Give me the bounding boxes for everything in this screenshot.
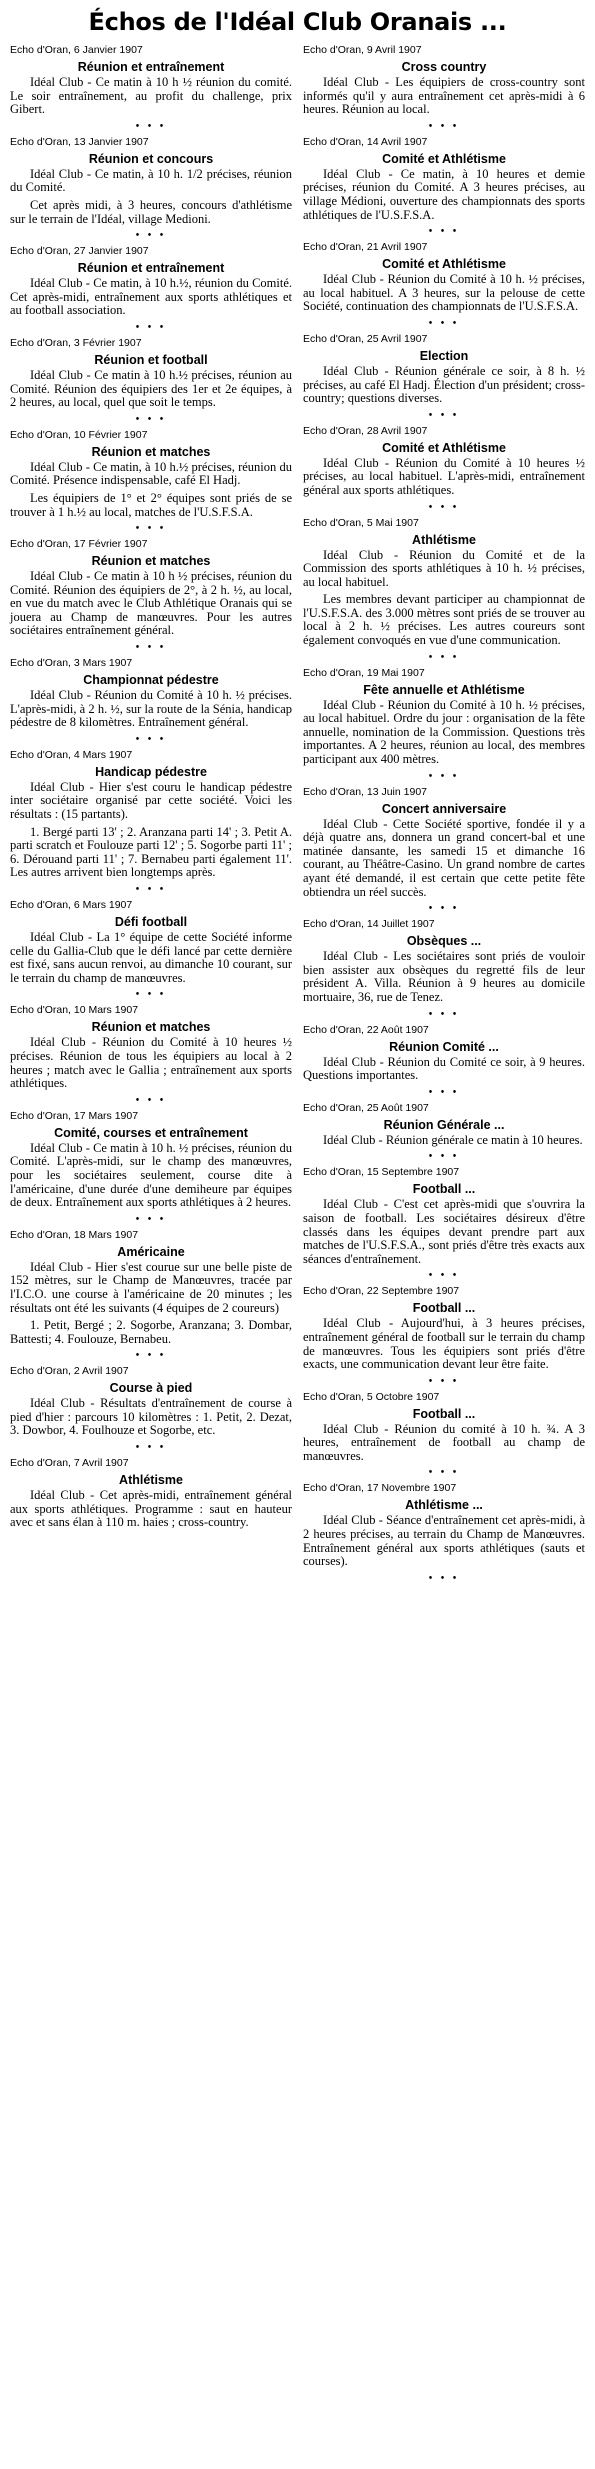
article-heading: Réunion Générale ... xyxy=(383,1117,505,1132)
article-paragraph: Idéal Club - Ce matin à 10 h. ½ précises, réunion du Comité. L'après-midi, sur le champ des manœuvres, pour les sociétaires seulement, course dite à l'américaine, d'une durée d'une demiheure par équipes de deux. Entraînement aux sports athlétiques à 2 heures. xyxy=(10,1140,292,1210)
article-heading: Athlétisme ... xyxy=(405,1498,483,1513)
article-heading: Obsèques ... xyxy=(406,934,482,949)
article-paragraph: Idéal Club - Cette Société sportive, fondée il y a déjà quatre ans, donnera un grand concert-bal et une matinée dansante, les samedi 15 et dimanche 16 courant, au Théâtre-Casino. Un grand nombre de cartes ayant été demandé, il est certain que cette petite fête obtiendra un réel succès. xyxy=(303,816,585,899)
article-heading: Football ... xyxy=(412,1182,476,1197)
article-paragraph: Idéal Club - C'est cet après-midi que s'ouvrira la saison de football. Les sociétaires désireux d'être classés dans les équipes devant prendre part aux matches de l'U.S.F.S.A., sont priés d'être très exacts aux séances d'entraînement. xyxy=(303,1197,585,1266)
article-entry xyxy=(10,899,292,1001)
section-separator: • • • xyxy=(135,1350,167,1362)
article-heading: Réunion et entraînement xyxy=(77,60,225,74)
article-paragraph: Idéal Club - Résultats d'entraînement de course à pied d'hier : parcours 10 kilomètres : 1. Petit, 2. Dezat, 3. Dowbor, 4. Foulhouze et Sogorbe, etc. xyxy=(10,1396,292,1438)
article-entry xyxy=(303,517,585,664)
article-paragraph: Les équipiers de 1° et 2° équipes sont priés de se trouver à 1 h.½ au local, matches de l'U.S.F.S.A. xyxy=(10,490,292,519)
section-separator: • • • xyxy=(428,409,460,421)
article-paragraph: Idéal Club - Réunion du Comité à 10 h. ½ précises, au local habituel. A 3 heures, sur la pelouse de cette Société, continuation des championnats de l'U.S.F.S.A. xyxy=(303,272,585,314)
section-separator: • • • xyxy=(428,770,460,782)
article-paragraph: Idéal Club - Ce matin, à 10 h. 1/2 précises, réunion du Comité. xyxy=(10,166,292,195)
section-separator: • • • xyxy=(135,1442,167,1454)
article-heading: Athlétisme xyxy=(119,1473,183,1488)
article-paragraph: Idéal Club - Réunion générale ce soir, à 8 h. ½ précises, au café El Hadj. Élection d'un président; cross-country; questions diverses. xyxy=(303,363,585,406)
section-separator: • • • xyxy=(428,501,460,513)
section-separator: • • • xyxy=(428,317,460,329)
article-entry xyxy=(303,667,585,783)
article-date: Echo d'Oran, 14 Avril 1907 xyxy=(303,135,428,148)
article-date: Echo d'Oran, 13 Juin 1907 xyxy=(303,785,428,798)
article-paragraph: 1. Bergé parti 13' ; 2. Aranzana parti 14' ; 3. Petit A. parti scratch et Foulouze parti 12' ; 5. Sogorbe parti 11' ; 6. Dérouand parti 11' ; 7. Bernabeu parti également 11'. Les autres arrivent bien longtemps après. xyxy=(10,824,292,880)
article-date: Echo d'Oran, 25 Avril 1907 xyxy=(303,332,428,345)
column-left xyxy=(10,42,292,1588)
article-heading: Fête annuelle et Athlétisme xyxy=(363,682,525,697)
article-heading: Comité et Athlétisme xyxy=(382,151,506,166)
article-entry xyxy=(303,1166,585,1282)
section-separator: • • • xyxy=(135,1094,167,1106)
article-paragraph: Idéal Club - Réunion générale ce matin à 10 heures. xyxy=(323,1132,583,1147)
article-date: Echo d'Oran, 13 Janvier 1907 xyxy=(10,135,149,148)
article-heading: Défi football xyxy=(114,915,188,929)
article-date: Echo d'Oran, 22 Août 1907 xyxy=(303,1023,429,1036)
article-entry xyxy=(10,538,292,654)
columns xyxy=(10,42,585,1588)
article-date: Echo d'Oran, 3 Mars 1907 xyxy=(10,657,133,670)
article-date: Echo d'Oran, 22 Septembre 1907 xyxy=(303,1285,460,1298)
section-separator: • • • xyxy=(428,1572,460,1584)
section-separator: • • • xyxy=(135,884,167,895)
section-separator: • • • xyxy=(135,120,167,132)
article-entry xyxy=(303,241,585,330)
section-separator: • • • xyxy=(135,413,167,425)
article-entry xyxy=(303,1024,585,1099)
article-entry xyxy=(303,425,585,514)
article-entry xyxy=(10,1110,292,1226)
article-date: Echo d'Oran, 7 Avril 1907 xyxy=(10,1457,129,1470)
article-paragraph: Idéal Club - Réunion du Comité ce soir, à 9 heures. Questions importantes. xyxy=(303,1054,585,1083)
article-entry xyxy=(10,245,292,334)
article-entry xyxy=(303,1391,585,1480)
article-heading: Réunion et concours xyxy=(88,151,214,166)
section-separator: • • • xyxy=(135,321,167,333)
article-paragraph: Les membres devant participer au championnat de l'U.S.F.S.A. des 3.000 mètres sont priés de se trouver au local à 2 h. ½ précises. Les autres coureurs sont également convoqués en vue d'une communication. xyxy=(303,592,585,648)
article-entry xyxy=(303,918,585,1020)
article-date: Echo d'Oran, 4 Mars 1907 xyxy=(10,748,133,761)
article-date: Echo d'Oran, 21 Avril 1907 xyxy=(303,241,428,254)
article-date: Echo d'Oran, 25 Août 1907 xyxy=(303,1101,429,1114)
article-heading: Course à pied xyxy=(109,1381,193,1396)
article-paragraph: Idéal Club - Les sociétaires sont priés de vouloir bien assister aux obsèques du regretté fils de leur président A. Villa. Réunion à 9 heures au domicile mortuaire, 36, rue de Tenez. xyxy=(303,949,585,1004)
article-paragraph: Idéal Club - Réunion du Comité à 10 heures ½ précises, au local habituel. L'après-midi, entraînement général aux sports athlétiques. xyxy=(303,455,585,497)
article-paragraph: Idéal Club - Séance d'entraînement cet après-midi, à 2 heures précises, au terrain du Champ de Manœuvres. Entraînement général aux sports athlétiques (sauts et courses). xyxy=(303,1513,585,1569)
article-paragraph: Idéal Club - Réunion du Comité à 10 h. ½ précises. L'après-midi, à 2 h. ½, sur la route de la Sénia, handicap pédestre de 8 kilomètres. Entraînement général. xyxy=(10,688,292,730)
article-entry xyxy=(303,1102,585,1164)
article-paragraph: Idéal Club - Hier s'est courue sur une belle piste de 152 mètres, sur le Champ de Manœuvres, tracée par l'I.C.O. une course à l'américaine de 20 minutes ; les résultats ont été les suivants (4 équipes de 2 coureurs) xyxy=(10,1259,292,1315)
section-separator: • • • xyxy=(428,1467,460,1479)
article-date: Echo d'Oran, 10 Mars 1907 xyxy=(10,1004,139,1017)
section-separator: • • • xyxy=(428,1375,460,1387)
article-paragraph: Idéal Club - Ce matin à 10 h ½ précises, réunion du Comité. Réunion des équipiers de 2°, à 2 h. ½, au local, en vue du match avec le Club Athlétique Oranais qui se jouera au Champ de manœuvres. Pour les autres sociétaires entraînement général. xyxy=(10,569,292,638)
section-separator: • • • xyxy=(428,903,460,915)
article-heading: Réunion Comité ... xyxy=(389,1039,499,1054)
article-entry xyxy=(10,1004,292,1106)
article-heading: Football ... xyxy=(412,1406,476,1421)
article-paragraph: Idéal Club - Ce matin, à 10 h.½, réunion du Comité. Cet après-midi, entraînement aux sports athlétiques et au football association. xyxy=(10,276,292,318)
article-date: Echo d'Oran, 14 Juillet 1907 xyxy=(303,918,435,931)
article-heading: Athlétisme xyxy=(412,532,476,547)
section-separator: • • • xyxy=(428,1151,460,1163)
article-entry xyxy=(303,136,585,238)
article-date: Echo d'Oran, 17 Février 1907 xyxy=(10,538,148,551)
article-date: Echo d'Oran, 5 Octobre 1907 xyxy=(303,1390,440,1403)
section-separator: • • • xyxy=(428,226,460,238)
article-heading: Réunion et matches xyxy=(91,444,211,459)
article-paragraph: Idéal Club - Les équipiers de cross-country sont informés qu'il y aura entraînement cet après-midi à 6 heures. Réunion au local. xyxy=(303,75,585,117)
section-separator: • • • xyxy=(135,989,167,1001)
section-separator: • • • xyxy=(135,230,167,242)
article-paragraph: Cet après midi, à 3 heures, concours d'athlétisme sur le terrain de l'Idéal, village Medioni. xyxy=(10,197,292,226)
article-entry xyxy=(10,337,292,426)
article-paragraph: Idéal Club - Réunion du Comité à 10 h. ½ précises, au local habituel. Ordre du jour : organisation de la fête annuelle, nomination de la Commission. Questions très importantes. A 2 heures, réunion au local, des membres participant aux 400 mètres. xyxy=(303,697,585,767)
article-heading: Comité, courses et entraînement xyxy=(54,1125,248,1140)
article-heading: Comité et Athlétisme xyxy=(382,257,506,272)
article-paragraph: Idéal Club - Réunion du Comité et de la Commission des sports athlétiques à 10 h. ½ précises, au local habituel. xyxy=(303,547,585,589)
article-entry xyxy=(303,44,585,133)
article-entry xyxy=(10,1229,292,1363)
page-title: Échos de l'Idéal Club Oranais ... xyxy=(88,8,507,36)
article-heading: Réunion et entraînement xyxy=(77,261,225,276)
section-separator: • • • xyxy=(135,1213,167,1225)
article-date: Echo d'Oran, 5 Mai 1907 xyxy=(303,516,419,529)
article-entry xyxy=(10,749,292,896)
article-date: Echo d'Oran, 17 Mars 1907 xyxy=(10,1109,139,1122)
article-date: Echo d'Oran, 15 Septembre 1907 xyxy=(303,1166,460,1179)
article-heading: Election xyxy=(419,348,469,363)
section-separator: • • • xyxy=(428,120,460,132)
article-paragraph: 1. Petit, Bergé ; 2. Sogorbe, Aranzana; 3. Dombar, Battesti; 4. Foulouze, Bernabeu. xyxy=(10,1318,292,1346)
column-right xyxy=(303,42,585,1588)
article-entry xyxy=(10,429,292,535)
article-heading: Réunion et football xyxy=(94,352,208,367)
section-separator: • • • xyxy=(428,1086,460,1098)
article-entry xyxy=(10,1365,292,1454)
article-entry xyxy=(10,44,292,133)
article-date: Echo d'Oran, 3 Février 1907 xyxy=(10,336,142,349)
article-date: Echo d'Oran, 19 Mai 1907 xyxy=(303,666,425,679)
article-date: Echo d'Oran, 27 Janvier 1907 xyxy=(10,245,149,258)
article-date: Echo d'Oran, 2 Avril 1907 xyxy=(10,1365,129,1378)
article-heading: Réunion et matches xyxy=(91,554,211,569)
article-date: Echo d'Oran, 9 Avril 1907 xyxy=(303,44,422,56)
article-heading: Cross country xyxy=(401,60,487,74)
article-paragraph: Idéal Club - Aujourd'hui, à 3 heures précises, entraînement général de football sur le terrain du champ de manœuvres. Tous les équipiers sont priés d'être exacts, une communication devant leur être faite. xyxy=(303,1316,585,1372)
article-paragraph: Idéal Club - Cet après-midi, entraînement général aux sports athlétiques. Programme : saut en hauteur avec et sans élan à 110 m. haies ; cross-country. xyxy=(10,1488,292,1530)
article-paragraph: Idéal Club - Ce matin à 10 h.½ précises, réunion au Comité. Réunion des équipiers des 1er et 2e équipes, à 2 heures, au local, quel que soit le temps. xyxy=(10,367,292,410)
section-separator: • • • xyxy=(428,651,460,663)
article-heading: Réunion et matches xyxy=(91,1020,211,1035)
article-date: Echo d'Oran, 28 Avril 1907 xyxy=(303,424,428,437)
section-separator: • • • xyxy=(135,642,167,654)
article-date: Echo d'Oran, 17 Novembre 1907 xyxy=(303,1482,457,1495)
section-separator: • • • xyxy=(135,523,167,535)
article-heading: Comité et Athlétisme xyxy=(382,440,506,455)
article-paragraph: Idéal Club - Ce matin, à 10 h.½ précises, réunion du Comité. Présence indispensable, café El Hadj. xyxy=(10,459,292,488)
article-heading: Américaine xyxy=(117,1244,185,1259)
article-paragraph: Idéal Club - La 1° équipe de cette Société informe celle du Gallia-Club que le défi lancé par cette dernière est fixé, sans aucun renvoi, au dimanche 10 courant, sur le terrain du champ de manœuvres. xyxy=(10,930,292,985)
article-date: Echo d'Oran, 6 Janvier 1907 xyxy=(10,44,143,56)
article-date: Echo d'Oran, 6 Mars 1907 xyxy=(10,899,133,911)
article-heading: Handicap pédestre xyxy=(95,764,207,779)
article-heading: Championnat pédestre xyxy=(83,673,219,688)
article-entry xyxy=(10,1457,292,1530)
article-entry xyxy=(303,1285,585,1387)
article-heading: Football ... xyxy=(412,1301,476,1316)
article-paragraph: Idéal Club - Réunion du Comité à 10 heures ½ précises. Réunion de tous les équipiers au local à 2 heures ; match avec le Gallia ; entraînement aux sports athlétiques. xyxy=(10,1035,292,1091)
article-entry xyxy=(303,1482,585,1584)
article-entry xyxy=(303,333,585,422)
section-separator: • • • xyxy=(135,733,167,745)
article-entry xyxy=(10,657,292,746)
article-paragraph: Idéal Club - Réunion du comité à 10 h. ¾. A 3 heures, entraînement de football au champ de manœuvres. xyxy=(303,1421,585,1463)
article-paragraph: Idéal Club - Hier s'est couru le handicap pédestre inter sociétaire organisé par cette société. Voici les résultats : (15 partants). xyxy=(10,779,292,822)
article-entry xyxy=(10,136,292,242)
section-separator: • • • xyxy=(428,1008,460,1020)
article-paragraph: Idéal Club - Ce matin à 10 h ½ réunion du comité. Le soir entraînement, au profit du challenge, prix Gibert. xyxy=(10,75,292,117)
section-separator: • • • xyxy=(428,1270,460,1282)
article-date: Echo d'Oran, 18 Mars 1907 xyxy=(10,1228,139,1241)
article-entry xyxy=(303,786,585,916)
article-date: Echo d'Oran, 10 Février 1907 xyxy=(10,428,148,441)
article-heading: Concert anniversaire xyxy=(381,801,507,816)
article-paragraph: Idéal Club - Ce matin, à 10 heures et demie précises, réunion du Comité. A 3 heures précises, au village Médioni, ouverture des championnats des sports athlétiques de l'U.S.F.S.A. xyxy=(303,166,585,222)
